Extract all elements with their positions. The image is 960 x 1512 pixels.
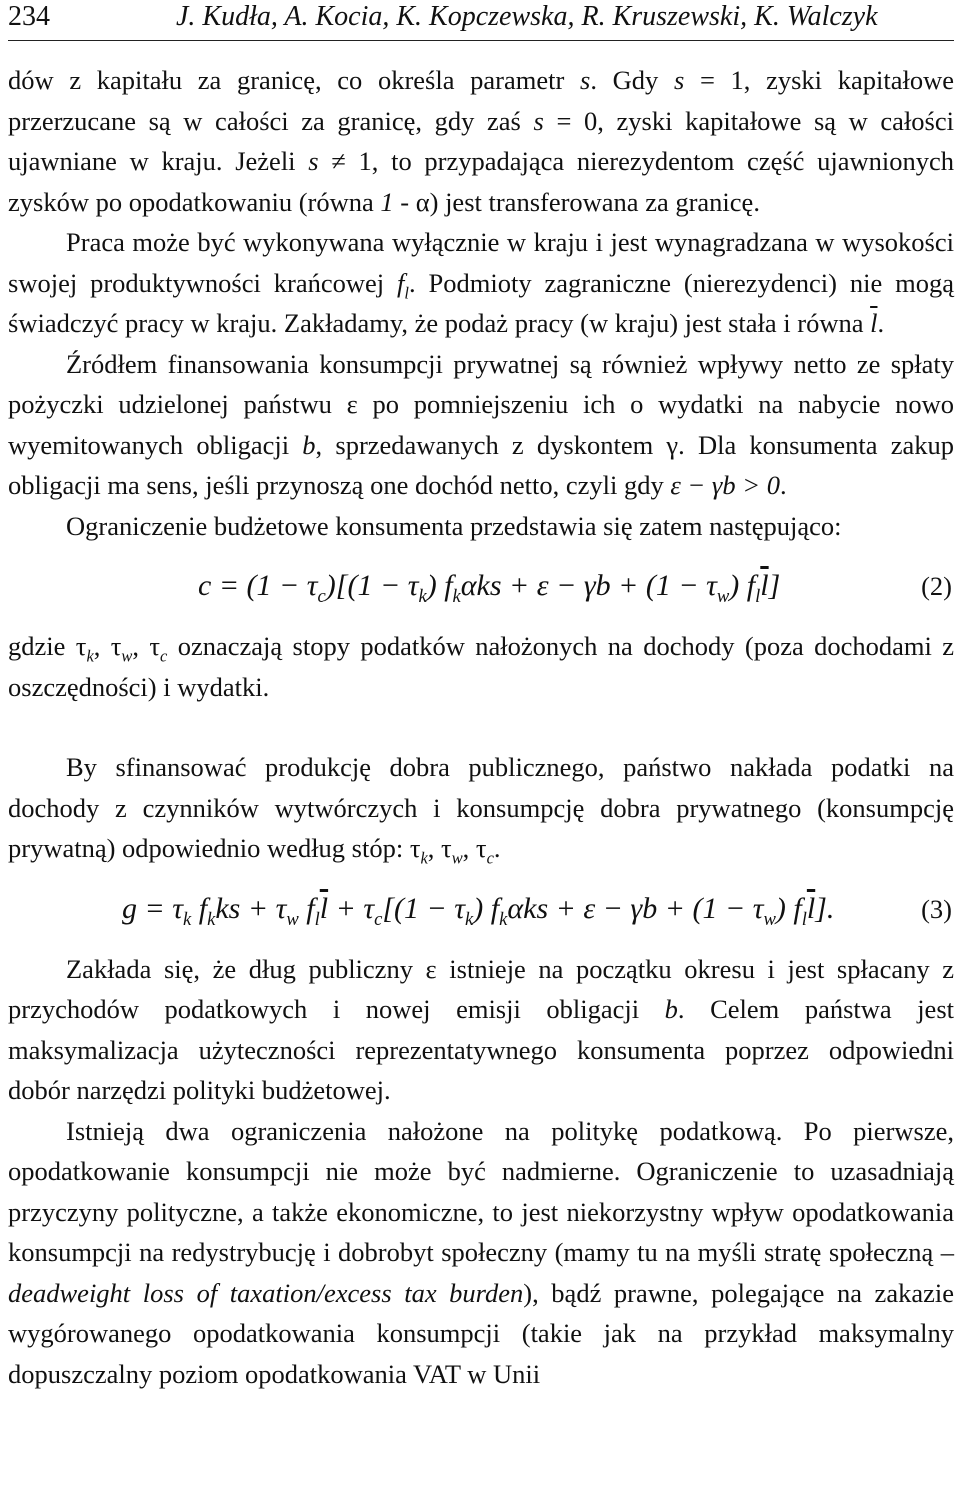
paragraph-3: Źródłem finansowania konsumpcji prywatnej są również wpływy netto ze spłaty pożyczki udzielonej państwu ε po pomniejszeniu ich o wydatki na nabycie nowo wyemitowanych obligacji b, sprzedawanych z dyskontem γ. Dla konsumenta zakup obligacji ma sens, jeśli przynoszą one dochód netto, czyli gdy ε − γb > 0.	[8, 348, 954, 500]
paragraph-5: gdzie $\tau_k$, $\tau_w$, $\tau_c$ oznaczają stopy podatków nałożonych na dochody (poza dochodami z oszczędności) i wydatki.	[8, 631, 955, 702]
paragraph-2: Praca może być wykonywana wyłącznie w kraju i jest wynagradzana w wysokości swojej produktywności krańcowej $f_l$. Podmioty zagraniczne (nierezydenci) nie mogą świadczyć pracy w kraju. Zakładamy, że podaż pracy (w kraju) jest stała i równa $\overline{l}$.	[8, 227, 955, 338]
equation-2-number: (2)	[921, 571, 952, 601]
equation-3-number: (3)	[921, 893, 952, 924]
paragraph-1: dów z kapitału za granicę, co określa parametr s. Gdy s = 1, zyski kapitałowe przerzucane są w całości za granicę, gdy zaś s = 0, zyski kapitałowe są w całości ujawniane w kraju. Jeżeli s ≠ 1, to przypadająca nierezydentom część ujawnionych zysków po opodatkowaniu (równa 1 - α) jest transferowana za granicę.	[8, 65, 954, 217]
section-gap	[8, 707, 954, 747]
body-text	[8, 60, 954, 1394]
paragraph-7: Zakłada się, że dług publiczny ε istnieje na początku okresu i jest spłacany z przychodów podatkowych i nowej emisji obligacji b. Celem państwa jest maksymalizacja użyteczności reprezentatywnego konsumenta poprzez odpowiedni dobór narzędzi polityki budżetowej.	[8, 953, 954, 1105]
equation-3-formula: $g = \tau_k$ $f_kks + \tau_w$ $f_l\overline{l} + \tau_c[(1 - \tau_k) f_k\alpha ks + \varepsilon - \gamma b + (1 - \tau_w)$ $f_l\overline{l}$].	[122, 891, 835, 930]
paragraph-8: Istnieją dwa ograniczenia nałożone na politykę podatkową. Po pierwsze, opodatkowanie konsumpcji nie może być nadmierne. Ograniczenie to uzasadniają przyczyny polityczne, a także ekonomiczne, to jest niekorzystny wpływ opodatkowania konsumpcji na redystrybucję i dobrobyt społeczny (mamy tu na myśli stratę społeczną – deadweight loss of taxation/excess tax burden), bądź prawne, polegające na zakazie wygórowanego opodatkowania konsumpcji (takie jak na przykład maksymalny dopuszczalny poziom opodatkowania VAT w Unii	[8, 1115, 954, 1389]
equation-2-formula: $c = (1 - \tau_c)[(1 - \tau_k)$ $f_k\alpha ks + \varepsilon - \gamma b + (1 - \tau_w)$ $f_l\overline{l}$]	[198, 569, 781, 607]
equation-3	[8, 869, 954, 949]
page-number: 234	[8, 1, 50, 32]
equation-2	[8, 546, 954, 626]
header-rule	[8, 40, 954, 41]
running-header	[8, 0, 954, 34]
paragraph-4: Ograniczenie budżetowe konsumenta przedstawia się zatem następująco:	[66, 510, 842, 541]
paragraph-6: By sfinansować produkcję dobra publicznego, państwo nakłada podatki na dochody z czynników wytwórczych i konsumpcję dobra prywatnego (konsumpcję prywatną) odpowiednio według stóp: $\tau_k$, $\tau_w$, $\tau_c$.	[8, 752, 954, 868]
header-authors: J. Kudła, A. Kocia, K. Kopczewska, R. Kruszewski, K. Walczyk	[176, 1, 878, 32]
